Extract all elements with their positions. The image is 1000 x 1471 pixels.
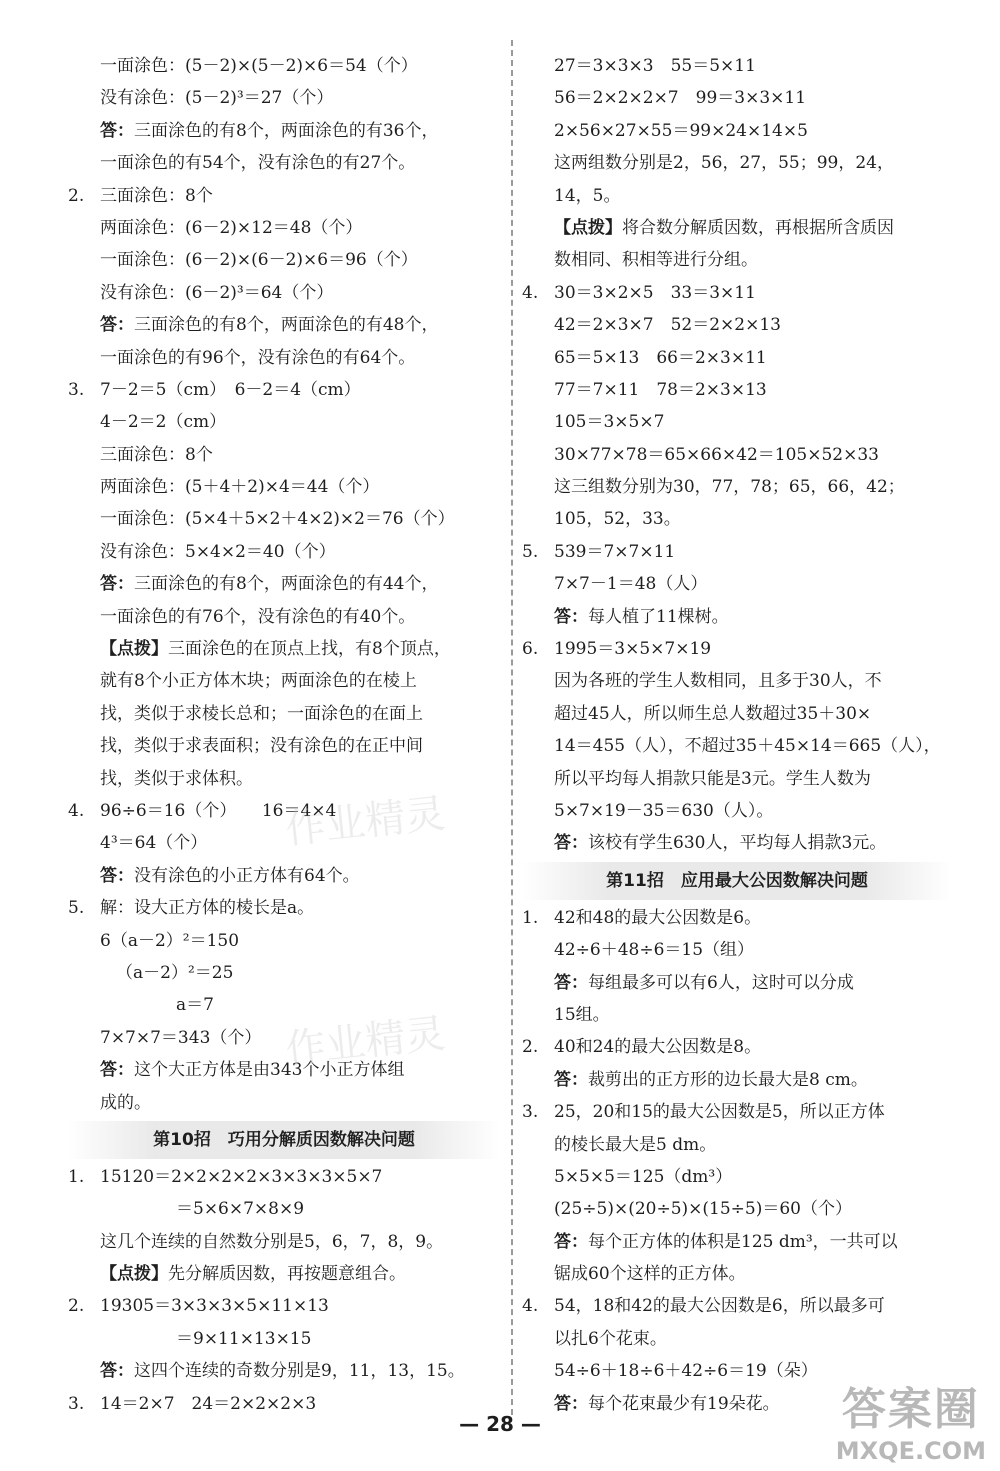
problem-text: 三面涂色：8个 [100,185,213,206]
hint-line: 【点拨】将合数分解质因数，再根据所含质因 [554,217,894,238]
problem-text: 539＝7×7×11 [554,541,676,562]
text-line: 因为各班的学生人数相同，且多于30人，不 [554,671,882,692]
label-prefix: 【点拨】 [100,639,168,660]
section-heading: 第11招 应用最大公因数解决问题 [522,862,952,900]
problem-text: 1995＝3×5×7×19 [554,639,712,660]
text-line: ＝5×6×7×8×9 [176,1199,305,1220]
problem-number: 4. [522,282,539,303]
problem-number: 3. [68,379,85,400]
problem-number: 4. [522,1296,539,1317]
label-prefix: 答： [100,1361,134,1382]
page-number: — 28 — [459,1412,541,1436]
problem-text: 解：设大正方体的棱长是a。 [100,898,315,919]
text-line: 一面涂色：(5×4＋5×2＋4×2)×2＝76（个） [100,509,455,530]
answer-line: 答：每个花束最少有19朵花。 [554,1393,780,1414]
column-divider [511,40,513,1415]
text-line: 77＝7×11 78＝2×3×13 [554,379,767,400]
text-line: 105，52，33。 [554,509,681,530]
answer-line: 答：每人植了11棵树。 [554,606,729,627]
problem-number: 2. [68,1296,85,1317]
problem-text: 19305＝3×3×3×5×11×13 [100,1296,329,1317]
text-line: 一面涂色的有54个，没有涂色的有27个。 [100,153,416,174]
label-prefix: 答： [100,315,134,336]
label-prefix: 【点拨】 [554,217,622,238]
text-line: a＝7 [176,995,214,1016]
text-line: 的棱长最大是5 dm。 [554,1134,717,1155]
answer-line: 答：三面涂色的有8个，两面涂色的有36个， [100,120,439,141]
problem-line [522,1290,952,1322]
problem-text: 96÷6＝16（个） 16＝4×4 [100,800,337,821]
text-line: 锯成60个这样的正方体。 [554,1264,746,1285]
text-line: 5×7×19－35＝630（人）。 [554,800,774,821]
text-line: 2×56×27×55＝99×24×14×5 [554,120,808,141]
text-line: 以扎6个花束。 [554,1328,667,1349]
text-line: 4³＝64（个） [100,833,208,854]
problem-line [522,633,952,665]
label-prefix: 答： [554,1069,588,1090]
label-prefix: 答： [554,1393,588,1414]
answer-line: 答：三面涂色的有8个，两面涂色的有44个， [100,574,439,595]
problem-line [522,536,952,568]
problem-line [68,892,500,924]
logo-text: 答案圈 [841,1384,980,1435]
label-prefix: 【点拨】 [100,1264,168,1285]
text-line: 一面涂色：(6－2)×(6－2)×6＝96（个） [100,250,418,271]
text-line: 数相同、积相等进行分组。 [554,250,758,271]
answer-line: 答：裁剪出的正方形的边长最大是8 cm。 [554,1069,868,1090]
problem-text: 54，18和42的最大公因数是6，所以最多可 [554,1296,885,1317]
problem-number: 5. [522,541,539,562]
answer-line: 答：没有涂色的小正方体有64个。 [100,865,360,886]
text-line: 14，5。 [554,185,621,206]
text-line: 14＝455（人），不超过35＋45×14＝665（人）， [554,736,941,757]
problem-line [522,902,952,934]
logo-url: MXQE.COM [835,1437,986,1465]
text-line: 54÷6＋18÷6＋42÷6＝19（朵） [554,1361,818,1382]
text-line: 6（a－2）²＝150 [100,930,240,951]
answer-line: 答：三面涂色的有8个，两面涂色的有48个， [100,315,439,336]
problem-number: 3. [522,1102,539,1123]
problem-text: 15120＝2×2×2×2×3×3×3×5×7 [100,1166,383,1187]
problem-number: 1. [68,1166,85,1187]
hint-line: 【点拨】三面涂色的在顶点上找，有8个顶点， [100,639,451,660]
problem-text: 30＝3×2×5 33＝3×11 [554,282,756,303]
text-line: 这三组数分别为30，77，78；65，66，42； [554,477,905,498]
text-line: 这两组数分别是2，56，27，55；99，24， [554,153,894,174]
problem-number: 6. [522,639,539,660]
text-line: 65＝5×13 66＝2×3×11 [554,347,767,368]
text-line: 就有8个小正方体木块；两面涂色的在棱上 [100,671,417,692]
text-line: 42÷6＋48÷6＝15（组） [554,940,755,961]
text-line: 这几个连续的自然数分别是5，6，7，8，9。 [100,1231,444,1252]
answer-line: 答：每组最多可以有6人，这时可以分成 [554,972,854,993]
text-line: 找，类似于求棱长总和；一面涂色的在面上 [100,703,423,724]
text-line: 一面涂色：(5－2)×(5－2)×6＝54（个） [100,56,418,76]
problem-line [68,1161,500,1193]
text-line: 7×7×7＝343（个） [100,1027,262,1048]
text-line: 56＝2×2×2×7 99＝3×3×11 [554,88,807,109]
text-line: 成的。 [100,1092,151,1113]
problem-number: 4. [68,800,85,821]
problem-text: 40和24的最大公因数是8。 [554,1037,762,1058]
answer-line: 答：这个大正方体是由343个小正方体组 [100,1060,405,1081]
left-column [68,50,500,1420]
text-line: ＝9×11×13×15 [176,1328,312,1349]
text-line: 超过45人，所以师生总人数超过35＋30× [554,703,872,724]
text-line: 没有涂色：(6－2)³＝64（个） [100,282,334,303]
text-line: 7×7－1＝48（人） [554,574,708,595]
problem-text: 42和48的最大公因数是6。 [554,907,762,928]
right-column [522,50,952,1420]
problem-number: 1. [522,907,539,928]
text-line: 没有涂色：5×4×2＝40（个） [100,541,336,562]
answer-line: 答：该校有学生630人，平均每人捐款3元。 [554,833,887,854]
answer-line: 答：每个正方体的体积是125 dm³，一共可以 [554,1231,898,1252]
text-line: 4－2＝2（cm） [100,412,227,433]
problem-line [522,1031,952,1063]
text-line: 没有涂色：(5－2)³＝27（个） [100,88,334,109]
text-line: 5×5×5＝125（dm³） [554,1166,733,1187]
text-line: 105＝3×5×7 [554,412,665,433]
hint-line: 【点拨】先分解质因数，再按题意组合。 [100,1264,406,1285]
text-line: 三面涂色：8个 [100,444,213,465]
watermark-1: 作业精灵 [283,790,448,854]
text-line: (25÷5)×(20÷5)×(15÷5)＝60（个） [554,1199,852,1220]
problem-number: 2. [68,185,85,206]
answer-line: 答：这四个连续的奇数分别是9，11，13，15。 [100,1361,465,1382]
label-prefix: 答： [554,1231,588,1252]
label-prefix: 答： [100,120,134,141]
problem-text: 7－2＝5（cm） 6－2＝4（cm） [100,379,361,400]
label-prefix: 答： [554,972,588,993]
problem-text: 14＝2×7 24＝2×2×2×3 [100,1393,317,1414]
problem-number: 2. [522,1037,539,1058]
problem-line [522,277,952,309]
label-prefix: 答： [100,865,134,886]
problem-line [522,1096,952,1128]
problem-number: 5. [68,898,85,919]
text-line: （a－2）²＝25 [116,962,234,983]
text-line: 一面涂色的有76个，没有涂色的有40个。 [100,606,416,627]
problem-number: 3. [68,1393,85,1414]
watermark-2: 作业精灵 [283,1010,448,1074]
label-prefix: 答： [554,606,588,627]
problem-line [68,374,500,406]
site-logo [836,1373,986,1465]
label-prefix: 答： [100,1060,134,1081]
text-line: 42＝2×3×7 52＝2×2×13 [554,315,781,336]
problem-line [68,180,500,212]
text-line: 两面涂色：(5＋4＋2)×4＝44（个） [100,477,380,498]
text-line: 27＝3×3×3 55＝5×11 [554,56,756,76]
problem-line [68,795,500,827]
text-line: 15组。 [554,1004,610,1025]
text-line: 找，类似于求体积。 [100,768,253,789]
text-line: 一面涂色的有96个，没有涂色的有64个。 [100,347,416,368]
text-line: 两面涂色：(6－2)×12＝48（个） [100,217,363,238]
problem-text: 25，20和15的最大公因数是5，所以正方体 [554,1102,885,1123]
text-line: 30×77×78＝65×66×42＝105×52×33 [554,444,879,465]
problem-line [68,1290,500,1322]
label-prefix: 答： [100,574,134,595]
text-line: 所以平均每人捐款只能是3元。学生人数为 [554,768,871,789]
text-line: 找，类似于求表面积；没有涂色的在正中间 [100,736,423,757]
section-heading: 第10招 巧用分解质因数解决问题 [68,1121,500,1159]
label-prefix: 答： [554,833,588,854]
